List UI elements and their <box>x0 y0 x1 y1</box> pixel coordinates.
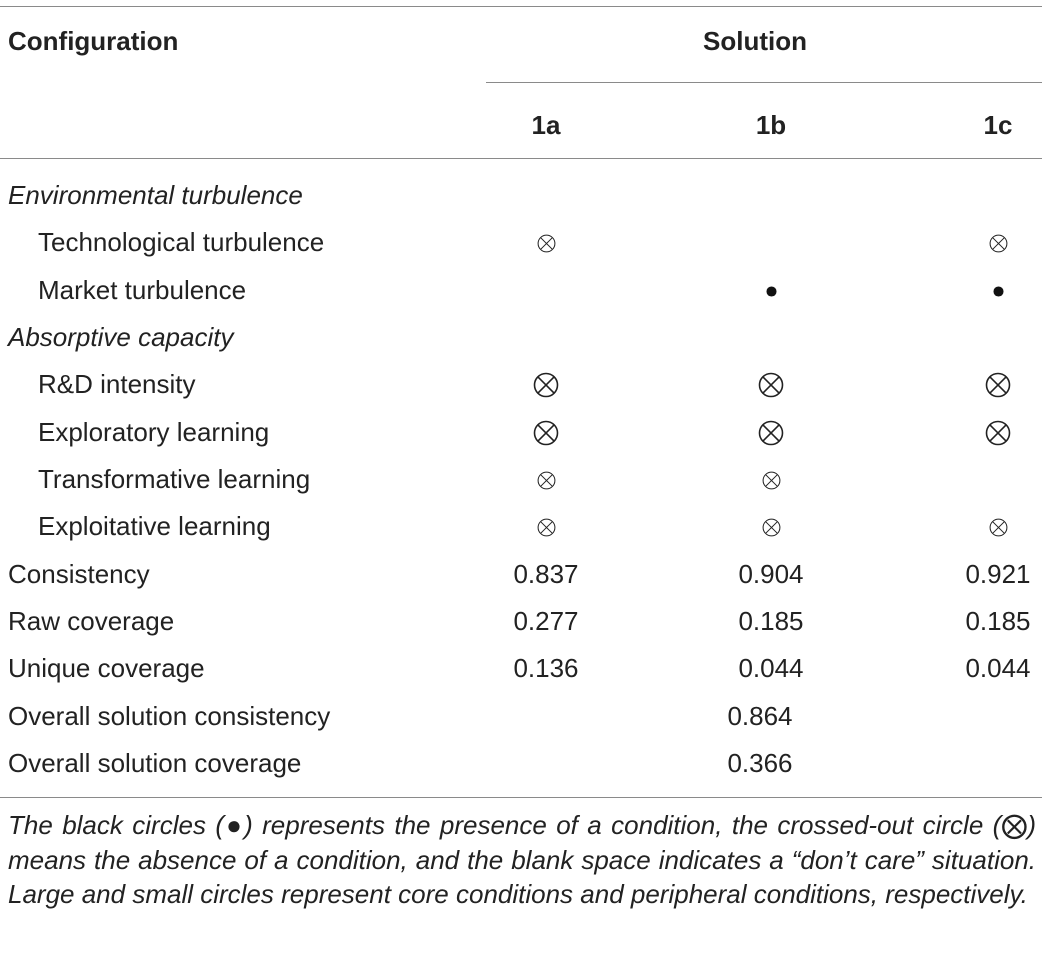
raw-coverage-1b: 0.185 <box>738 606 804 636</box>
crossed-circle-peripheral-icon <box>701 471 841 490</box>
crossed-circle-peripheral-icon <box>701 518 841 537</box>
footnote-part3: ) means the absence of a condition, and the blank space indicates a “don’t care” situation. Large and small circles represent core conditions and peripheral conditions, respectively. <box>8 810 1037 909</box>
row-label-rd-intensity: R&D intensity <box>38 369 196 399</box>
footnote-part2: ) represents the presence of a condition, the crossed-out circle ( <box>244 810 1002 840</box>
unique-coverage-1a: 0.136 <box>513 653 579 683</box>
consistency-1c: 0.921 <box>965 559 1031 589</box>
header-bottom-rule <box>0 158 1042 159</box>
crossed-circle-core-icon <box>476 420 616 446</box>
table-bottom-rule <box>0 797 1042 798</box>
consistency-1b: 0.904 <box>738 559 804 589</box>
column-header-1b: 1b <box>755 110 787 140</box>
column-header-1c: 1c <box>983 110 1013 140</box>
crossed-circle-peripheral-icon <box>476 234 616 253</box>
unique-coverage-1c: 0.044 <box>965 653 1031 683</box>
top-rule <box>0 6 1042 7</box>
unique-coverage-1b: 0.044 <box>738 653 804 683</box>
filled-circle-peripheral-icon <box>928 286 1042 297</box>
row-label-unique-coverage: Unique coverage <box>8 653 205 683</box>
crossed-circle-core-icon <box>701 372 841 398</box>
crossed-circle-peripheral-icon <box>928 518 1042 537</box>
configuration-header: Configuration <box>8 26 179 56</box>
row-label-technological-turbulence: Technological turbulence <box>38 227 325 257</box>
crossed-circle-icon: ⨂ <box>1001 810 1028 840</box>
crossed-circle-peripheral-icon <box>476 518 616 537</box>
raw-coverage-1a: 0.277 <box>513 606 579 636</box>
crossed-circle-peripheral-icon <box>476 471 616 490</box>
raw-coverage-1c: 0.185 <box>965 606 1031 636</box>
row-label-exploratory-learning: Exploratory learning <box>38 417 270 447</box>
row-label-raw-coverage: Raw coverage <box>8 606 175 636</box>
crossed-circle-core-icon <box>928 372 1042 398</box>
row-label-market-turbulence: Market turbulence <box>38 275 247 305</box>
row-label-transformative-learning: Transformative learning <box>38 464 311 494</box>
overall-solution-coverage-value: 0.366 <box>727 748 793 778</box>
crossed-circle-core-icon <box>476 372 616 398</box>
solution-header: Solution <box>703 26 807 56</box>
consistency-1a: 0.837 <box>513 559 579 589</box>
table-footnote <box>8 808 1036 912</box>
crossed-circle-peripheral-icon <box>928 234 1042 253</box>
row-label-environmental-turbulence: Environmental turbulence <box>8 180 303 210</box>
row-label-overall-solution-coverage: Overall solution coverage <box>8 748 302 778</box>
filled-circle-icon: ● <box>224 810 245 840</box>
column-header-1a: 1a <box>531 110 561 140</box>
crossed-circle-core-icon <box>701 420 841 446</box>
row-label-overall-solution-consistency: Overall solution consistency <box>8 701 331 731</box>
row-label-consistency: Consistency <box>8 559 150 589</box>
row-label-absorptive-capacity: Absorptive capacity <box>8 322 234 352</box>
solution-rule <box>486 82 1042 83</box>
overall-solution-consistency-value: 0.864 <box>727 701 793 731</box>
filled-circle-peripheral-icon <box>701 286 841 297</box>
footnote-part1: The black circles ( <box>8 810 225 840</box>
row-label-exploitative-learning: Exploitative learning <box>38 511 271 541</box>
crossed-circle-core-icon <box>928 420 1042 446</box>
